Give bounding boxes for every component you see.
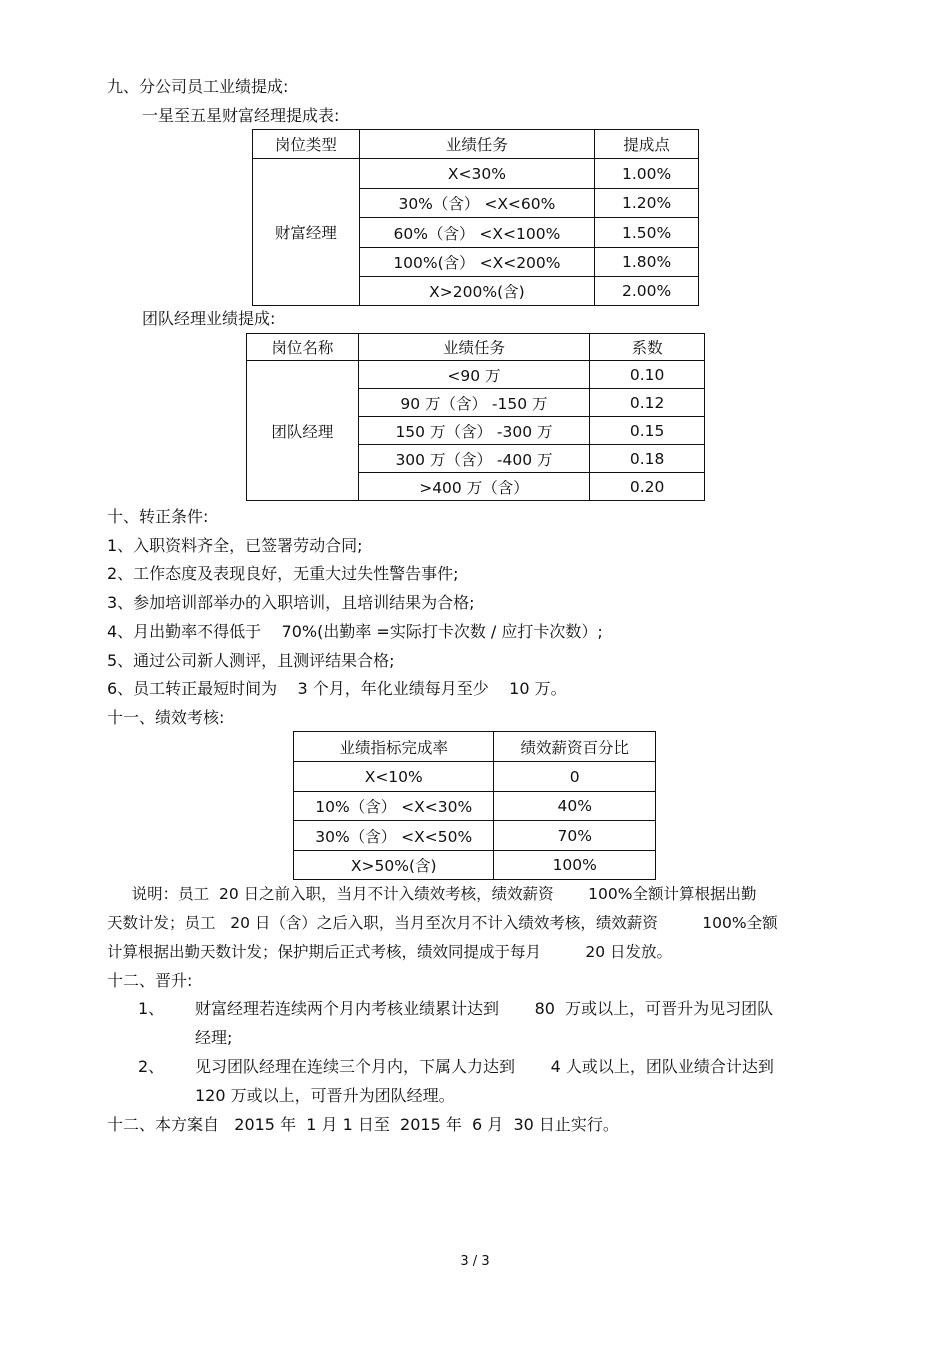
task-cell: >400 万（含）	[358, 473, 589, 501]
header-cell: 业绩指标完成率	[294, 732, 494, 762]
value-cell: 0.18	[590, 445, 705, 473]
task-cell: <90 万	[358, 361, 589, 389]
header-cell: 提成点	[595, 130, 699, 159]
value-cell: 2.00%	[595, 277, 699, 306]
promotion-item-line: 120 万或以上，可晋升为团队经理。	[195, 1086, 455, 1105]
value-cell: 1.80%	[595, 248, 699, 277]
value-cell: 0.15	[590, 417, 705, 445]
value-cell: 1.20%	[595, 189, 699, 218]
performance-table	[293, 731, 656, 880]
section-9-heading: 九、分公司员工业绩提成:	[107, 77, 289, 96]
percent-cell: 70%	[494, 821, 656, 851]
task-cell: 300 万（含） -400 万	[358, 445, 589, 473]
list-item: 1、入职资料齐全，已签署劳动合同;	[107, 536, 363, 555]
team-manager-commission-table	[246, 333, 705, 501]
section-12-heading: 十二、晋升:	[107, 971, 193, 990]
table-row	[294, 821, 656, 851]
task-cell: 60%（含） <X<100%	[359, 218, 594, 248]
table-header-row	[247, 334, 705, 361]
table-row	[294, 851, 656, 880]
value-cell: 0.12	[590, 389, 705, 417]
list-item: 3、参加培训部举办的入职培训，且培训结果为合格;	[107, 593, 475, 612]
table-row	[294, 792, 656, 821]
task-cell: X<30%	[359, 159, 594, 189]
promotion-item-line: 经理;	[195, 1028, 233, 1047]
value-cell: 0.20	[590, 473, 705, 501]
list-item: 4、月出勤率不得低于 70%(出勤率 =实际打卡次数 / 应打卡次数）;	[107, 622, 603, 641]
table-row	[253, 159, 699, 189]
closing-statement: 十二、本方案自 2015 年 1 月 1 日至 2015 年 6 月 30 日止实行。	[107, 1115, 619, 1134]
note-line: 计算根据出勤天数计发；保护期后正式考核，绩效同提成于每月 20 日发放。	[107, 943, 672, 961]
task-cell: 30%（含） <X<60%	[359, 189, 594, 218]
wealth-manager-commission-table	[252, 129, 699, 306]
percent-cell: 40%	[494, 792, 656, 821]
percent-cell: 0	[494, 762, 656, 792]
header-cell: 绩效薪资百分比	[494, 732, 656, 762]
header-cell: 岗位名称	[247, 334, 359, 361]
task-cell: 150 万（含） -300 万	[358, 417, 589, 445]
header-cell: 岗位类型	[253, 130, 360, 159]
promotion-item-number: 2、	[138, 1057, 165, 1076]
percent-cell: 100%	[494, 851, 656, 880]
list-item: 5、通过公司新人测评，且测评结果合格;	[107, 651, 395, 670]
table-header-row	[294, 732, 656, 762]
list-item: 2、工作态度及表现良好，无重大过失性警告事件;	[107, 564, 459, 583]
value-cell: 0.10	[590, 361, 705, 389]
table-header-row	[253, 130, 699, 159]
table2-caption: 团队经理业绩提成:	[142, 309, 276, 328]
task-cell: X>200%(含)	[359, 277, 594, 306]
rate-cell: 30%（含） <X<50%	[294, 821, 494, 851]
list-item: 6、员工转正最短时间为 3 个月，年化业绩每月至少 10 万。	[107, 679, 567, 698]
section-11-heading: 十一、绩效考核:	[107, 708, 225, 727]
promotion-item-line: 财富经理若连续两个月内考核业绩累计达到 80 万或以上，可晋升为见习团队	[195, 999, 774, 1018]
rate-cell: X>50%(含)	[294, 851, 494, 880]
promotion-item-number: 1、	[138, 999, 165, 1018]
table-row	[294, 762, 656, 792]
note-line: 天数计发；员工 20 日（含）之后入职，当月至次月不计入绩效考核，绩效薪资 100%全额	[107, 914, 778, 932]
task-cell: 100%(含） <X<200%	[359, 248, 594, 277]
value-cell: 1.00%	[595, 159, 699, 189]
value-cell: 1.50%	[595, 218, 699, 248]
header-cell: 系数	[590, 334, 705, 361]
header-cell: 业绩任务	[359, 130, 594, 159]
section-10-heading: 十、转正条件:	[107, 507, 209, 526]
page-number: 3 / 3	[460, 1254, 490, 1269]
rate-cell: 10%（含） <X<30%	[294, 792, 494, 821]
role-cell: 团队经理	[247, 361, 359, 501]
note-line: 说明：员工 20 日之前入职，当月不计入绩效考核，绩效薪资 100%全额计算根据出勤	[107, 885, 757, 903]
rate-cell: X<10%	[294, 762, 494, 792]
promotion-item-line: 见习团队经理在连续三个月内，下属人力达到 4 人或以上，团队业绩合计达到	[195, 1057, 774, 1076]
task-cell: 90 万（含） -150 万	[358, 389, 589, 417]
header-cell: 业绩任务	[358, 334, 589, 361]
table1-caption: 一星至五星财富经理提成表:	[142, 106, 340, 125]
role-cell: 财富经理	[253, 159, 360, 306]
table-row	[247, 361, 705, 389]
